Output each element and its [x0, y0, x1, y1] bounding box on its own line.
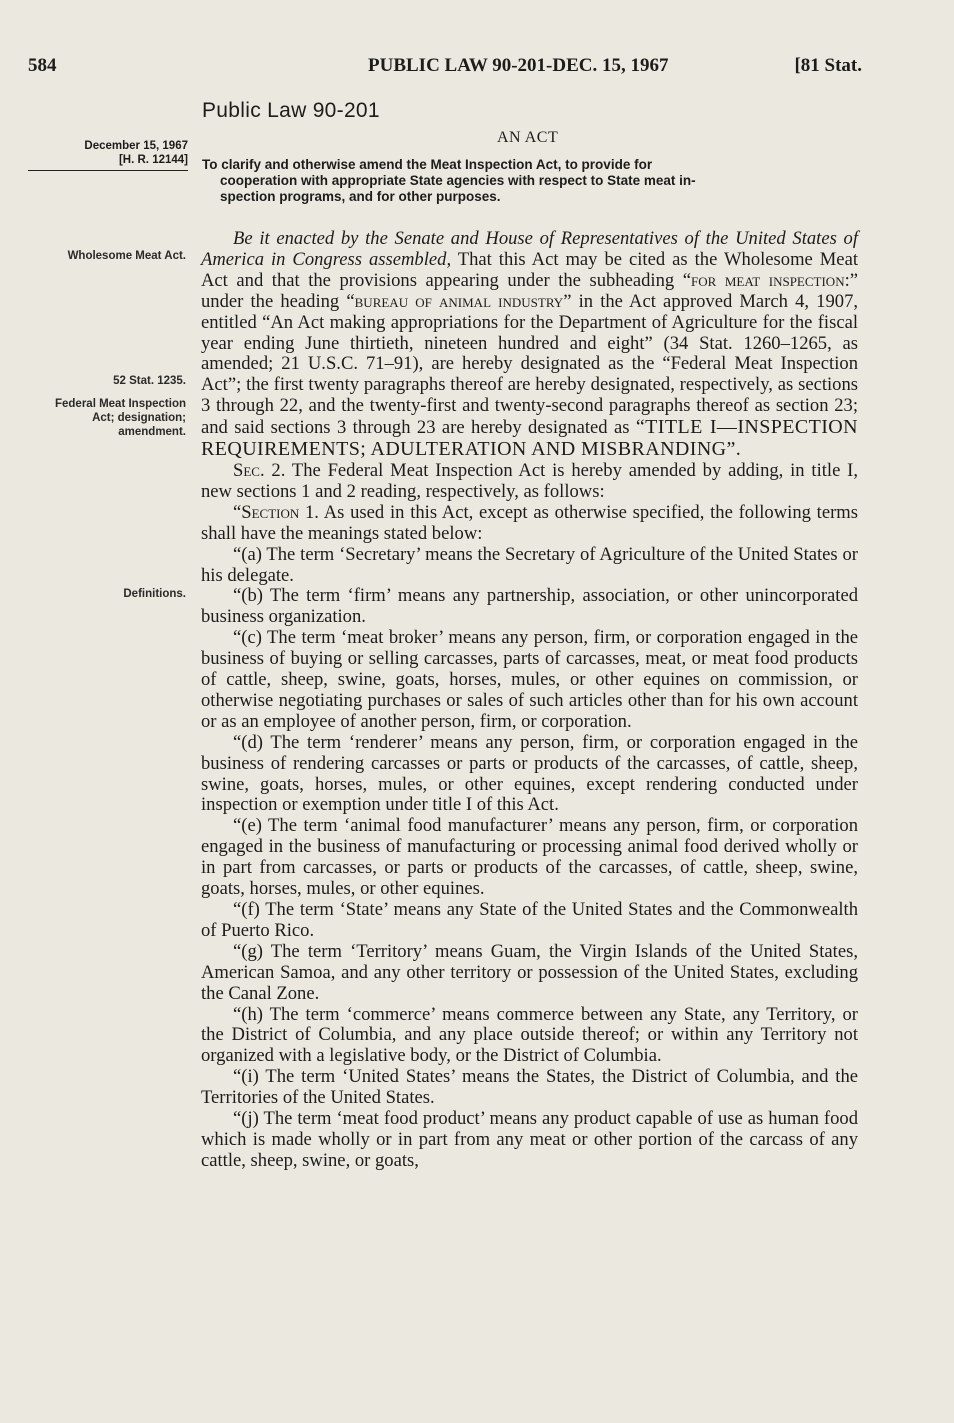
definition-f: “(f) The term ‘State’ means any State of the United States and the Commonwealth of Puerto Rico. [201, 899, 858, 941]
page-number: 584 [28, 55, 57, 76]
heading-ref: bureau of animal industry [354, 290, 564, 312]
bill-number: [H. R. 12144] [28, 153, 188, 171]
section-1-definitions: “Section 1. As used in this Act, except as otherwise specified, the following terms shall have the meanings stated below: [201, 501, 858, 544]
purpose-line-3: spection programs, and for other purposes. [220, 189, 501, 204]
date-note [28, 139, 188, 171]
definition-d: “(d) The term ‘renderer’ means any person, firm, or corporation engaged in the business of rendering carcasses or parts or products of the carcasses, of cattle, sheep, swine, goats, horses, mules, or other equines, except rendering conducted under inspection or exemption under title I of this Act. [201, 731, 858, 816]
definition-j: “(j) The term ‘meat food product’ means any product capable of use as human food which is made wholly or in part from any meat or other portion of the carcass of any cattle, sheep, swine, or goats, [201, 1108, 858, 1171]
purpose-line-1: To clarify and otherwise amend the Meat Inspection Act, to provide for [202, 157, 653, 172]
statute-reference: [81 Stat. [794, 55, 862, 76]
running-header [28, 55, 862, 81]
margin-note-stat-ref: 52 Stat. 1235. [113, 375, 186, 387]
definition-g: “(g) The term ‘Territory’ means Guam, the Virgin Islands of the United States, American Samoa, and any other territory or possession of the United States, excluding the Canal Zone. [201, 940, 858, 1004]
running-title: PUBLIC LAW 90-201-DEC. 15, 1967 [368, 55, 669, 76]
subheading-ref: for meat inspection [690, 269, 845, 291]
enacting-formula: Be it enacted by the Senate and House of Representatives of the United States of America in Congress assembled, [201, 228, 858, 270]
public-law-label: Public Law 90-201 [202, 99, 380, 122]
enactment-date: December 15, 1967 [84, 140, 188, 152]
act-body [201, 229, 858, 1172]
act-purpose [202, 157, 858, 205]
margin-note-definitions: Definitions. [123, 588, 186, 600]
section-2: Sec. 2. The Federal Meat Inspection Act is hereby amended by adding, in title I, new sections 1 and 2 reading, respectively, as follows: [201, 459, 858, 502]
definition-i: “(i) The term ‘United States’ means the States, the District of Columbia, and the Territories of the United States. [201, 1066, 858, 1109]
definition-e: “(e) The term ‘animal food manufacturer’ means any person, firm, or corporation engaged in the business of manufacturing or processing animal food derived wholly or in part from carcasses, or parts or products of the carcasses, of cattle, sheep, swine, goats, horses, mules, or other equines. [201, 815, 858, 900]
margin-note-designation: Federal Meat Inspection Act; designation; amendment. [54, 398, 186, 438]
margin-note-wholesome: Wholesome Meat Act. [67, 250, 186, 262]
purpose-line-2: cooperation with appropriate State agencies with respect to State meat in- [220, 173, 696, 188]
an-act-heading: AN ACT [497, 129, 559, 146]
definition-b: “(b) The term ‘firm’ means any partnership, association, or other unincorporated business organization. [201, 585, 858, 628]
definition-a: “(a) The term ‘Secretary’ means the Secretary of Agriculture of the United States or his delegate. [201, 543, 858, 586]
definition-c: “(c) The term ‘meat broker’ means any person, firm, or corporation engaged in the business of buying or selling carcasses, parts of carcasses, meat, or meat food products of cattle, sheep, swine, goats, horses, mules, or other equines on commission, or otherwise negotiating purchases or sales of such articles other than for his own account or as an employee of another person, firm, or corporation. [201, 627, 858, 732]
definition-h: “(h) The term ‘commerce’ means commerce between any State, any Territory, or the District of Columbia, and any place outside thereof; or within any Territory not organized with a legislative body, or the District of Columbia. [201, 1003, 858, 1067]
title-designation: “TITLE I—INSPECTION REQUIREMENTS; ADULTERATION AND MISBRANDING”. [201, 416, 858, 461]
enacting-clause: Be it enacted by the Senate and House of Representatives of the United States of America in Congress assembled, That this Act may be cited as the Wholesome Meat Act and that the provisions appearing under the subheading “for meat inspection:” under the heading “bureau of animal industry” in the Act approved March 4, 1907, entitled “An Act making appropriations for the Department of Agriculture for the fiscal year ending June thirtieth, nineteen hundred and eight” (34 Stat. 1260–1265, as amended; 21 U.S.C. 71–91), are hereby designated as the “Federal Meat Inspection Act”; the first twenty paragraphs thereof are hereby designated, respectively, as sections 3 through 22, and the twenty-first and twenty-second paragraphs thereof as section 23; and said sections 3 through 23 are hereby designated as “TITLE I—INSPECTION REQUIREMENTS; ADULTERATION AND MISBRANDING”. [201, 228, 859, 461]
